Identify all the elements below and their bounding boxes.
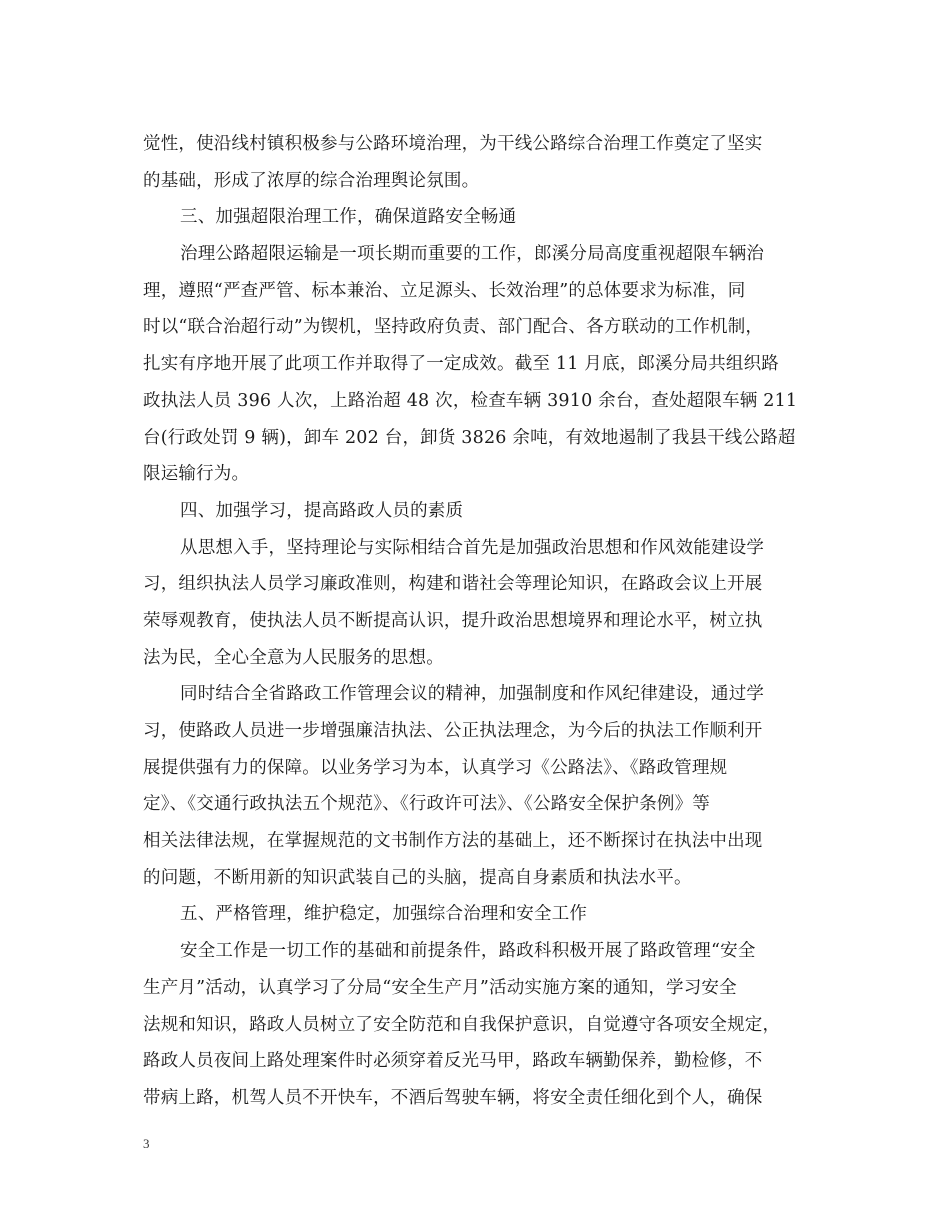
text-line: 带病上路，机驾人员不开快车，不酒后驾驶车辆，将安全责任细化到个人，确保: [143, 1087, 763, 1108]
text-line: 政执法人员 396 人次，上路治超 48 次，检查车辆 3910 余台，查处超限车辆 211: [143, 390, 798, 411]
text-line: 理，遵照“严查严管、标本兼治、立足源头、长效治理”的总体要求为标准，同: [143, 280, 746, 301]
text-line: 同时结合全省路政工作管理会议的精神，加强制度和作风纪律建设，通过学: [180, 684, 765, 705]
body-text: [143, 126, 805, 1117]
text-line: 法规和知识，路政人员树立了安全防范和自我保护意识，自觉遵守各项安全规定，: [143, 1014, 781, 1035]
text-line: 荣辱观教育，使执法人员不断提高认识，提升政治思想境界和理论水平，树立执: [143, 610, 763, 631]
text-line: 从思想入手，坚持理论与实际相结合首先是加强政治思想和作风效能建设学: [180, 537, 765, 558]
text-line: 的基础，形成了浓厚的综合治理舆论氛围。: [143, 170, 480, 191]
text-line: 四、加强学习，提高路政人员的素质: [180, 500, 464, 521]
text-line: 展提供强有力的保障。以业务学习为本，认真学习《公路法》、《路政管理规: [143, 757, 728, 778]
text-line: 觉性，使沿线村镇积极参与公路环境治理，为干线公路综合治理工作奠定了坚实: [143, 134, 763, 154]
text-line: 法为民，全心全意为人民服务的思想。: [143, 647, 444, 668]
text-line: 扎实有序地开展了此项工作并取得了一定成效。截至 11 月底，郎溪分局共组织路: [143, 354, 779, 375]
text-line: 的问题，不断用新的知识武装自己的头脑，提高自身素质和执法水平。: [143, 867, 692, 888]
text-line: 生产月”活动，认真学习了分局“安全生产月”活动实施方案的通知，学习安全: [143, 977, 737, 998]
text-line: 台(行政处罚 9 辆)，卸车 202 台，卸货 3826 余吨，有效地遏制了我县干线公路超: [143, 427, 796, 448]
text-line: 三、加强超限治理工作，确保道路安全畅通: [180, 207, 517, 228]
text-line: 治理公路超限运输是一项长期而重要的工作，郎溪分局高度重视超限车辆治: [180, 244, 765, 265]
text-line: 限运输行为。: [143, 464, 250, 485]
text-line: 习，使路政人员进一步增强廉洁执法、公正执法理念，为今后的执法工作顺利开: [143, 721, 763, 741]
text-line: 相关法律法规，在掌握规范的文书制作方法的基础上，还不断探讨在执法中出现: [143, 831, 763, 852]
text-line: 路政人员夜间上路处理案件时必须穿着反光马甲，路政车辆勤保养，勤检修，不: [143, 1051, 763, 1072]
text-line: 定》、《交通行政执法五个规范》、《行政许可法》、《公路安全保护条例》等: [143, 794, 710, 815]
text-line: 五、严格管理，维护稳定，加强综合治理和安全工作: [180, 904, 588, 925]
page-number: 3: [143, 1136, 150, 1151]
text-line: 时以“联合治超行动”为锲机，坚持政府负责、部门配合、各方联动的工作机制，: [143, 317, 764, 338]
text-line: 安全工作是一切工作的基础和前提条件，路政科积极开展了路政管理“安全: [180, 941, 756, 962]
text-line: 习，组织执法人员学习廉政准则，构建和谐社会等理论知识，在路政会议上开展: [143, 574, 763, 595]
